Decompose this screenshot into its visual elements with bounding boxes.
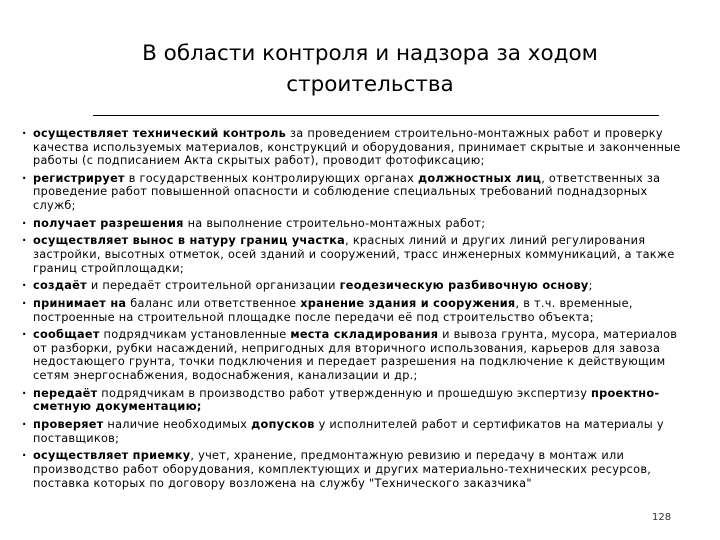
item-text-2: у исполнителей работ и сертификатов на материалы у поставщиков; bbox=[33, 418, 664, 445]
item-keyword: создаёт bbox=[33, 279, 87, 293]
slide-title bbox=[60, 38, 680, 100]
item-keyword: проверяет bbox=[33, 418, 104, 432]
item-text: , учет, хранение, предмонтажную ревизию и передачу в монтаж или производство работ оборудования, комплектующих и других материально-технических ресурсов, поставка которых по договору возложена на службу "Технического заказчика" bbox=[33, 449, 652, 490]
bullet-marker: · bbox=[22, 386, 27, 400]
list-item bbox=[19, 127, 689, 168]
item-keyword: осуществляет приемку bbox=[33, 449, 191, 463]
slide-title-line-2: строительства bbox=[286, 72, 454, 97]
item-text: подрядчикам в производство работ утвержденную и прошедшую экспертизу bbox=[97, 386, 592, 400]
item-keyword: получает разрешения bbox=[33, 216, 184, 230]
bullet-marker: · bbox=[22, 418, 27, 432]
bullet-marker: · bbox=[22, 328, 27, 342]
list-item bbox=[19, 279, 689, 293]
item-text: в государственных контролирующих органах bbox=[124, 171, 418, 185]
item-keyword-2: геодезическую разбивочную основу bbox=[339, 279, 589, 293]
bullet-marker: · bbox=[22, 216, 27, 230]
list-item bbox=[19, 328, 689, 382]
list-item bbox=[19, 418, 689, 445]
bullet-marker: · bbox=[22, 171, 27, 185]
item-keyword: осуществляет вынос в натуру границ участка bbox=[33, 234, 346, 248]
bullet-marker: · bbox=[22, 279, 27, 293]
item-text: , красных линий и других линий регулирования застройки, высотных отметок, осей зданий и сооружений, трасс инженерных коммуникаций, а также границ стройплощадки; bbox=[33, 234, 675, 275]
duties-list bbox=[19, 127, 689, 494]
item-text: и передаёт строительной организации bbox=[86, 279, 340, 293]
item-text: подрядчикам установленные bbox=[99, 328, 291, 342]
item-keyword-2: места складирования bbox=[290, 328, 439, 342]
title-underline bbox=[93, 115, 659, 116]
bullet-marker: · bbox=[22, 127, 27, 140]
list-item bbox=[19, 387, 689, 414]
item-text: на выполнение строительно-монтажных работ; bbox=[183, 216, 486, 230]
list-item bbox=[19, 217, 689, 231]
item-keyword: сообщает bbox=[33, 328, 100, 342]
bullet-marker: · bbox=[22, 297, 27, 310]
list-item bbox=[19, 172, 689, 213]
item-text: наличие необходимых bbox=[103, 418, 252, 432]
item-text-2: , ответственных за проведение работ повышенной опасности и соблюдение специальных требований поднадзорных служб; bbox=[33, 171, 661, 213]
item-keyword: осуществляет технический контроль bbox=[33, 127, 287, 140]
bullet-marker: · bbox=[22, 449, 27, 463]
item-text: за проведением строительно-монтажных работ и проверку качества используемых материалов, конструкций и оборудования, принимает скрытые и законченные работы (с подписанием Акта скрытых работ), проводит фотофиксацию; bbox=[33, 127, 681, 168]
item-keyword: регистрирует bbox=[33, 171, 125, 185]
list-item bbox=[19, 234, 689, 275]
item-keyword-2: допусков bbox=[251, 418, 315, 432]
item-keyword: передаёт bbox=[33, 386, 98, 400]
item-text-2: и вывоза грунта, мусора, материалов от разборки, рубки насаждений, непригодных для вторичного использования, карьеров для завоза недостающего грунта, точки подключения и передает разрешения на подключение к действующим сетям энергоснабжения, водоснабжения, канализации и др.; bbox=[33, 328, 678, 383]
page-number: 128 bbox=[652, 512, 672, 523]
bullet-marker: · bbox=[22, 234, 27, 248]
slide-title-line-1: В области контроля и надзора за ходом bbox=[142, 41, 598, 66]
item-text-2: ; bbox=[588, 279, 593, 293]
list-item bbox=[19, 297, 689, 324]
item-keyword-2: должностных лиц bbox=[417, 171, 542, 185]
item-text-2: , в т.ч. временные, построенные на строительной площадке после передачи её под строительство объекта; bbox=[33, 297, 633, 324]
item-text: баланс или ответственное bbox=[126, 297, 301, 310]
list-item bbox=[19, 449, 689, 490]
item-keyword-2: хранение здания и сооружения bbox=[300, 297, 516, 310]
item-keyword-2: проектно-сметную документацию; bbox=[33, 386, 660, 414]
item-keyword: принимает на bbox=[33, 297, 127, 310]
